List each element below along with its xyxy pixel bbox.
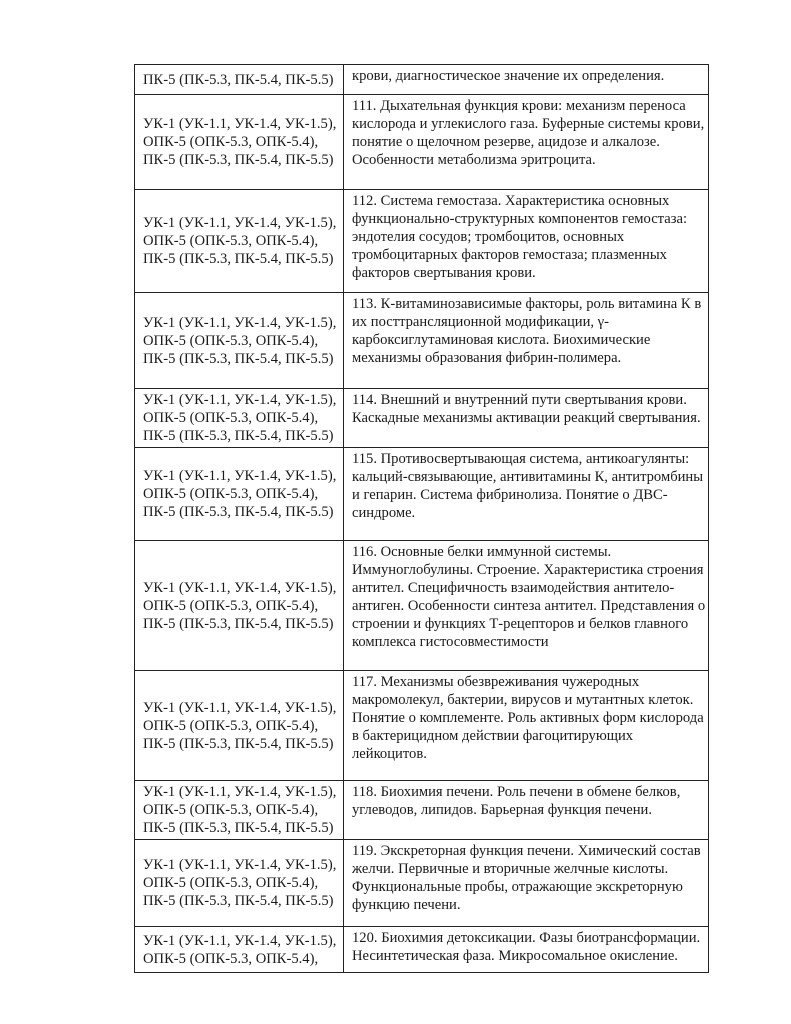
competence-cell (135, 190, 344, 293)
competence-cell (135, 389, 344, 448)
competence-line: УК-1 (УК-1.1, УК-1.4, УК-1.5), (143, 468, 337, 484)
topic-cell (344, 65, 709, 95)
topic-line: Несинтетическая фаза. Микросомальное окисление. (352, 948, 678, 964)
topic-line: и гепарин. Система фибринолиза. Понятие о ДВС- (352, 487, 668, 503)
topic-line: Понятие о комплементе. Роль активных форм кислорода (352, 710, 704, 726)
competence-line: ОПК-5 (ОПК-5.3, ОПК-5.4), (143, 410, 319, 426)
competence-line: ОПК-5 (ОПК-5.3, ОПК-5.4), (143, 134, 319, 150)
topic-line: макромолекул, бактерии, вирусов и мутантных клеток. (352, 692, 694, 708)
topic-line: кальций-связывающие, антивитамины К, антитромбины (352, 469, 704, 485)
table-row (135, 671, 709, 781)
topic-line: функцию печени. (352, 897, 461, 913)
topic-cell (344, 389, 709, 448)
topic-line: комплекса гистосовместимости (352, 634, 549, 650)
topic-line: Особенности метаболизма эритроцита. (352, 152, 596, 168)
topic-line: эндотелия сосудов; тромбоцитов, основных (352, 229, 625, 245)
topic-line: синдроме. (352, 505, 416, 521)
topic-line: кислорода и углекислого газа. Буферные системы крови, (352, 116, 705, 132)
competence-line: ОПК-5 (ОПК-5.3, ОПК-5.4), (143, 950, 319, 967)
topic-line: в бактерицидном действии фагоцитирующих (352, 728, 634, 744)
topic-line: строении и функциях Т-рецепторов и белков главного (352, 616, 689, 632)
topic-line: тромбоцитарных факторов гемостаза; плазменных (352, 247, 667, 263)
competence-line: ПК-5 (ПК-5.3, ПК-5.4, ПК-5.5) (143, 820, 334, 836)
table-row (135, 541, 709, 671)
competence-line: УК-1 (УК-1.1, УК-1.4, УК-1.5), (143, 215, 337, 231)
topic-line: 114. Внешний и внутренний пути свертывания крови. (352, 392, 687, 408)
topic-cell (344, 448, 709, 541)
table-row (135, 781, 709, 840)
table-row (135, 389, 709, 448)
table-row (135, 95, 709, 190)
competence-line: ОПК-5 (ОПК-5.3, ОПК-5.4), (143, 717, 319, 734)
competence-line: УК-1 (УК-1.1, УК-1.4, УК-1.5), (143, 116, 337, 132)
topic-cell (344, 840, 709, 927)
competence-line: ОПК-5 (ОПК-5.3, ОПК-5.4), (143, 597, 319, 614)
topic-line: функционально-структурных компонентов гемостаза: (352, 211, 688, 227)
topic-line: 111. Дыхательная функция крови: механизм переноса (352, 98, 686, 114)
topic-line: 113. К-витаминозависимые факторы, роль витамина К в (352, 296, 702, 312)
competence-cell (135, 65, 344, 95)
table-row (135, 65, 709, 95)
topic-line: Каскадные механизмы активации реакций свертывания. (352, 410, 701, 426)
competence-line: ОПК-5 (ОПК-5.3, ОПК-5.4), (143, 802, 319, 818)
competence-line: ПК-5 (ПК-5.3, ПК-5.4, ПК-5.5) (143, 615, 334, 632)
topic-line: 112. Система гемостаза. Характеристика основных (352, 193, 670, 209)
competence-line: ПК-5 (ПК-5.3, ПК-5.4, ПК-5.5) (143, 735, 334, 752)
topic-line: углеводов, липидов. Барьерная функция печени. (352, 802, 653, 818)
topic-line: крови, диагностическое значение их определения. (352, 68, 665, 84)
topic-cell (344, 190, 709, 293)
competence-line: УК-1 (УК-1.1, УК-1.4, УК-1.5), (143, 699, 337, 716)
topic-cell (344, 927, 709, 973)
topic-line: их посттрансляционной модификации, γ- (352, 314, 609, 330)
competence-line: ОПК-5 (ОПК-5.3, ОПК-5.4), (143, 332, 319, 349)
topic-cell (344, 293, 709, 389)
topic-line: факторов свертывания крови. (352, 265, 536, 281)
topic-line: механизмы образования фибрин-полимера. (352, 350, 622, 366)
topic-cell (344, 781, 709, 840)
topic-line: 120. Биохимия детоксикации. Фазы биотрансформации. (352, 930, 701, 946)
competence-line: ОПК-5 (ОПК-5.3, ОПК-5.4), (143, 486, 319, 502)
competence-line: УК-1 (УК-1.1, УК-1.4, УК-1.5), (143, 579, 337, 596)
topic-line: Функциональные пробы, отражающие экскреторную (352, 879, 683, 895)
competence-cell (135, 781, 344, 840)
table-row (135, 840, 709, 927)
topic-line: 118. Биохимия печени. Роль печени в обмене белков, (352, 784, 681, 800)
competence-cell (135, 671, 344, 781)
competence-cell (135, 840, 344, 927)
topic-line: понятие о щелочном резерве, ацидозе и алкалозе. (352, 134, 660, 150)
competence-topics-table (134, 64, 709, 973)
competence-line: ОПК-5 (ОПК-5.3, ОПК-5.4), (143, 233, 319, 249)
topic-line: антител. Специфичность взаимодействия антитело- (352, 580, 675, 596)
topic-line: лейкоцитов. (352, 746, 427, 762)
table-row (135, 293, 709, 389)
topic-cell (344, 541, 709, 671)
table-row (135, 448, 709, 541)
competence-line: ПК-5 (ПК-5.3, ПК-5.4, ПК-5.5) (143, 428, 334, 444)
competence-cell (135, 95, 344, 190)
topic-cell (344, 671, 709, 781)
topic-line: карбоксиглутаминовая кислота. Биохимические (352, 332, 651, 348)
table-body (135, 65, 709, 973)
topic-cell (344, 95, 709, 190)
competence-line: ПК-5 (ПК-5.3, ПК-5.4, ПК-5.5) (143, 71, 334, 88)
topic-line: Иммуноглобулины. Строение. Характеристика строения (352, 562, 704, 578)
table-row (135, 190, 709, 293)
topic-line: антиген. Особенности синтеза антител. Представления о (352, 598, 706, 614)
table-row (135, 927, 709, 973)
topic-line: 117. Механизмы обезвреживания чужеродных (352, 674, 640, 690)
competence-cell (135, 927, 344, 973)
topic-line: желчи. Первичные и вторичные желчные кислоты. (352, 861, 669, 877)
topic-line: 115. Противосвертывающая система, антикоагулянты: (352, 451, 690, 467)
competence-line: ОПК-5 (ОПК-5.3, ОПК-5.4), (143, 875, 319, 891)
competence-cell (135, 448, 344, 541)
competence-cell (135, 541, 344, 671)
competence-line: ПК-5 (ПК-5.3, ПК-5.4, ПК-5.5) (143, 350, 334, 367)
competence-line: УК-1 (УК-1.1, УК-1.4, УК-1.5), (143, 392, 337, 408)
topic-line: 116. Основные белки иммунной системы. (352, 544, 612, 560)
competence-line: УК-1 (УК-1.1, УК-1.4, УК-1.5), (143, 784, 337, 800)
competence-line: УК-1 (УК-1.1, УК-1.4, УК-1.5), (143, 314, 337, 331)
competence-cell (135, 293, 344, 389)
topic-line: 119. Экскреторная функция печени. Химический состав (352, 843, 701, 859)
competence-line: ПК-5 (ПК-5.3, ПК-5.4, ПК-5.5) (143, 893, 334, 909)
competence-line: УК-1 (УК-1.1, УК-1.4, УК-1.5), (143, 857, 337, 873)
competence-line: ПК-5 (ПК-5.3, ПК-5.4, ПК-5.5) (143, 251, 334, 267)
competence-line: ПК-5 (ПК-5.3, ПК-5.4, ПК-5.5) (143, 504, 334, 520)
competence-line: УК-1 (УК-1.1, УК-1.4, УК-1.5), (143, 932, 337, 949)
competence-line: ПК-5 (ПК-5.3, ПК-5.4, ПК-5.5) (143, 152, 334, 168)
